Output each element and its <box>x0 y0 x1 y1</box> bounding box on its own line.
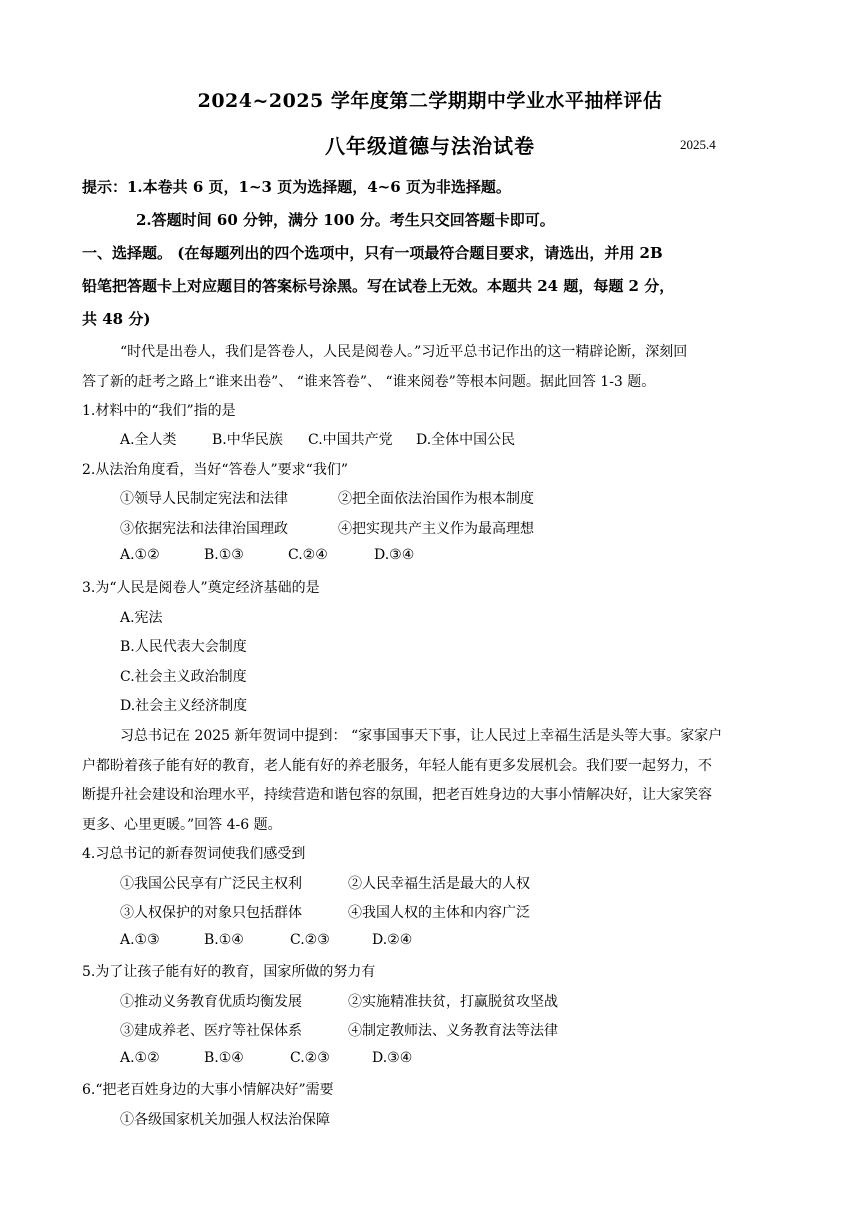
material-2-line-3: 断提升社会建设和治理水平，持续营造和谐包容的氛围，把老百姓身边的大事小情解决好，让大家笑容 <box>82 787 712 803</box>
question-5-statement-2: ②实施精准扶贫，打赢脱贫攻坚战 <box>348 994 558 1010</box>
question-5-option-a: A.①② <box>120 1050 160 1066</box>
material-2-line-1: 习总书记在 2025 新年贺词中提到： “家事国事天下事，让人民过上幸福生活是头等大事。家家户 <box>120 728 723 744</box>
question-3-option-a: A.宪法 <box>120 610 163 626</box>
material-1-line-2: 答了新的赶考之路上“谁来出卷”、 “谁来答卷”、 “谁来阅卷”等根本问题。据此回答 1-3 题。 <box>82 374 656 390</box>
question-2-option-c: C.②④ <box>288 547 328 563</box>
question-2-option-a: A.①② <box>120 547 160 563</box>
question-3-stem: 3.为“人民是阅卷人”奠定经济基础的是 <box>82 580 320 596</box>
question-5-options <box>120 1050 412 1066</box>
section-1-instructions-line-3: 共 48 分) <box>82 310 151 328</box>
question-2-statement-4: ④把实现共产主义作为最高理想 <box>338 521 534 537</box>
question-1-option-c: C.中国共产党 <box>308 432 393 448</box>
question-4-option-a: A.①③ <box>120 932 160 948</box>
question-1-option-d: D.全体中国公民 <box>416 432 516 448</box>
question-1-stem: 1.材料中的“我们”指的是 <box>82 403 236 419</box>
question-5-option-c: C.②③ <box>290 1050 330 1066</box>
question-4-statement-1: ①我国公民享有广泛民主权利 <box>120 876 302 892</box>
material-2-line-4: 更多、心里更暖。”回答 4-6 题。 <box>82 817 282 833</box>
question-3-option-c: C.社会主义政治制度 <box>120 669 247 685</box>
question-6-stem: 6.“把老百姓身边的大事小情解决好”需要 <box>82 1082 334 1098</box>
section-1-instructions-line-1: 一、选择题。 (在每题列出的四个选项中，只有一项最符合题目要求，请选出，并用 2B <box>82 244 663 262</box>
question-4-option-b: B.①④ <box>204 932 244 948</box>
question-5-option-d: D.③④ <box>372 1050 413 1066</box>
question-2-stem: 2.从法治角度看，当好“答卷人”要求“我们” <box>82 462 348 478</box>
exam-subtitle: 八年级道德与法治试卷 <box>325 134 535 158</box>
question-5-statement-1: ①推动义务教育优质均衡发展 <box>120 994 302 1010</box>
question-2-option-b: B.①③ <box>204 547 244 563</box>
notice-line-1: 提示：1.本卷共 6 页，1~3 页为选择题，4~6 页为非选择题。 <box>82 178 511 196</box>
question-5-statement-4: ④制定教师法、义务教育法等法律 <box>348 1023 558 1039</box>
question-2-options <box>120 547 414 563</box>
question-1-option-b: B.中华民族 <box>212 432 283 448</box>
notice-line-2: 2.答题时间 60 分钟，满分 100 分。考生只交回答题卡即可。 <box>136 211 555 229</box>
question-4-statement-2: ②人民幸福生活是最大的人权 <box>348 876 530 892</box>
question-4-stem: 4.习总书记的新春贺词使我们感受到 <box>82 846 306 862</box>
question-1-options <box>120 429 515 449</box>
question-5-statement-3: ③建成养老、医疗等社保体系 <box>120 1023 302 1039</box>
question-4-option-c: C.②③ <box>290 932 330 948</box>
question-2-statement-1: ①领导人民制定宪法和法律 <box>120 491 288 507</box>
question-4-options <box>120 932 412 948</box>
question-5-option-b: B.①④ <box>204 1050 244 1066</box>
exam-title: 2024~2025 学年度第二学期期中学业水平抽样评估 <box>197 90 663 112</box>
question-4-statement-3: ③人权保护的对象只包括群体 <box>120 905 302 921</box>
question-4-statement-4: ④我国人权的主体和内容广泛 <box>348 905 530 921</box>
question-4-option-d: D.②④ <box>372 932 413 948</box>
question-3-option-d: D.社会主义经济制度 <box>120 698 248 714</box>
material-1-line-1: “时代是出卷人，我们是答卷人，人民是阅卷人。”习近平总书记作出的这一精辟论断，深刻回 <box>120 344 688 360</box>
question-2-option-d: D.③④ <box>374 547 415 563</box>
question-2-statement-2: ②把全面依法治国作为根本制度 <box>338 491 534 507</box>
material-2-line-2: 户都盼着孩子能有好的教育，老人能有好的养老服务，年轻人能有更多发展机会。我们要一起努力，不 <box>82 758 712 774</box>
exam-date: 2025.4 <box>680 137 716 152</box>
question-6-statement-1: ①各级国家机关加强人权法治保障 <box>120 1112 330 1128</box>
question-3-option-b: B.人民代表大会制度 <box>120 639 247 655</box>
section-1-instructions-line-2: 铅笔把答题卡上对应题目的答案标号涂黑。写在试卷上无效。本题共 24 题，每题 2 分， <box>82 277 675 295</box>
question-5-stem: 5.为了让孩子能有好的教育，国家所做的努力有 <box>82 964 376 980</box>
question-1-option-a: A.全人类 <box>120 432 177 448</box>
question-2-statement-3: ③依据宪法和法律治国理政 <box>120 521 288 537</box>
